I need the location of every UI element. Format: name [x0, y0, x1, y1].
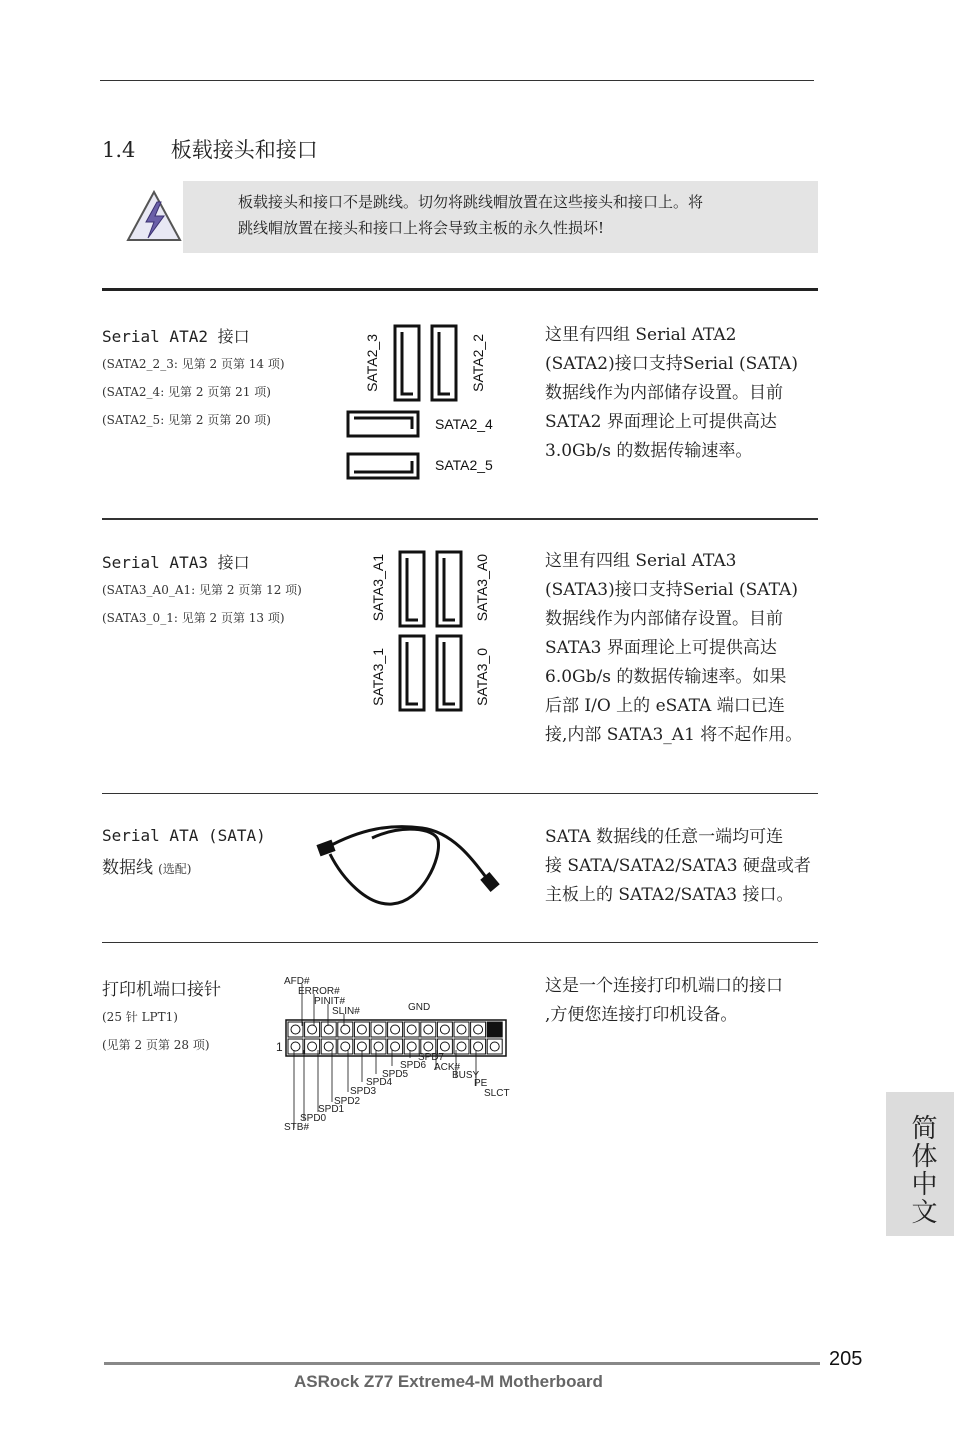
sata3-port-1-label: SATA3_1	[370, 648, 386, 706]
printer-desc-line: 这是一个连接打印机端口的接口	[545, 976, 783, 996]
sata3-title: Serial ATA3 接口	[102, 553, 250, 572]
page-number: 205	[829, 1348, 863, 1370]
sata2-port-3-label: SATA2_3	[364, 334, 380, 392]
lpt-pin	[424, 1042, 433, 1051]
sata3-port-a1-label: SATA3_A1	[370, 554, 386, 622]
lpt-pin	[457, 1042, 466, 1051]
lpt-label-pe: PE	[474, 1078, 488, 1089]
sata3-port-0-label: SATA3_0	[474, 648, 490, 706]
sata3-desc-line: (SATA3)接口支持Serial (SATA)	[545, 580, 798, 600]
lpt-pin	[474, 1025, 483, 1034]
lpt-pin-cell	[421, 1022, 436, 1037]
printer-pins: (25 针 LPT1)	[102, 1010, 178, 1024]
lpt-pin-cell	[388, 1022, 403, 1037]
lpt-pin-cell	[471, 1039, 486, 1054]
cable-desc-line: SATA 数据线的任意一端均可连	[545, 827, 784, 847]
sata2-ref-2: (SATA2_4: 见第 2 页第 21 项)	[102, 385, 271, 399]
warning-line-2: 跳线帽放置在接头和接口上将会导致主板的永久性损坏!	[238, 219, 605, 237]
sata3-port-a0-label: SATA3_A0	[474, 554, 490, 622]
sata2-port-5-label: SATA2_5	[435, 457, 493, 473]
lpt-label-spd5: SPD5	[382, 1069, 409, 1080]
cable-label-block	[102, 826, 266, 878]
lpt-pin-cell	[371, 1022, 386, 1037]
lpt-pin	[391, 1042, 400, 1051]
lpt-pin	[308, 1025, 317, 1034]
sata2-diagram	[340, 322, 520, 482]
sata3-description	[545, 547, 825, 750]
lpt-pin	[440, 1042, 449, 1051]
lpt-pin	[291, 1042, 300, 1051]
cable-optional: (选配)	[158, 862, 192, 876]
sata3-desc-line: 后部 I/O 上的 eSATA 端口已连	[545, 696, 785, 716]
divider-cable-printer	[102, 942, 818, 943]
lpt-pin-cell	[305, 1022, 320, 1037]
lpt-label-spd1: SPD1	[318, 1104, 345, 1115]
printer-description	[545, 972, 835, 1030]
lpt-pin-cell	[437, 1022, 452, 1037]
lpt-pin-cell	[354, 1022, 369, 1037]
divider-sata3-cable	[102, 793, 818, 794]
lpt-pin-cell	[288, 1022, 303, 1037]
lpt-pin	[291, 1025, 300, 1034]
lpt-pin	[341, 1042, 350, 1051]
sata3-desc-line: SATA3 界面理论上可提供高达	[545, 638, 777, 658]
lpt-pin-cell	[404, 1022, 419, 1037]
lpt-pin	[341, 1025, 350, 1034]
sata2-label-block	[102, 324, 285, 428]
lpt-pin-cell	[487, 1039, 502, 1054]
sata2-port-2-label: SATA2_2	[470, 334, 486, 392]
lpt-label-pinit: PINIT#	[314, 996, 346, 1007]
sata3-desc-line: 数据线作为内部储存设置。目前	[545, 609, 783, 629]
sata3-label-block	[102, 550, 302, 626]
sata2-desc-line: 数据线作为内部储存设置。目前	[545, 383, 783, 403]
lpt-pin	[308, 1042, 317, 1051]
footer-model: ASRock Z77 Extreme4-M Motherboard	[294, 1372, 603, 1391]
sata3-ref-1: (SATA3_A0_A1: 见第 2 页第 12 项)	[102, 583, 302, 597]
lpt-label-slct: SLCT	[484, 1088, 510, 1099]
sata3-desc-line: 6.0Gb/s 的数据传输速率。如果	[545, 667, 787, 687]
lpt-pin	[374, 1042, 383, 1051]
sata2-desc-line: (SATA2)接口支持Serial (SATA)	[545, 354, 798, 374]
lpt-pin-cell	[321, 1039, 336, 1054]
lpt-pin	[424, 1025, 433, 1034]
top-rule	[100, 80, 814, 81]
footer-rule	[104, 1362, 820, 1365]
lpt-pin-cell	[487, 1022, 502, 1037]
lpt-pin-cell	[454, 1022, 469, 1037]
sata2-port-4-label: SATA2_4	[435, 416, 493, 432]
language-tab	[886, 1092, 954, 1236]
sata-cable-image	[312, 818, 512, 914]
lpt-pin	[490, 1042, 499, 1051]
lpt-pin	[440, 1025, 449, 1034]
sata2-description	[545, 321, 825, 466]
lpt-pin-cell	[471, 1022, 486, 1037]
lpt-pin-cell	[371, 1039, 386, 1054]
lpt-pin-cell	[321, 1022, 336, 1037]
lpt-pin-cell	[305, 1039, 320, 1054]
sata3-desc-line: 这里有四组 Serial ATA3	[545, 551, 737, 571]
lpt-pin	[407, 1042, 416, 1051]
warning-icon	[124, 188, 184, 246]
lpt-pin	[391, 1025, 400, 1034]
sata2-desc-line: 3.0Gb/s 的数据传输速率。	[545, 441, 753, 461]
lpt-pin	[324, 1042, 333, 1051]
lpt-pin-cell	[338, 1022, 353, 1037]
lpt-label-ack: ACK#	[434, 1062, 461, 1073]
printer-title: 打印机端口接针	[102, 980, 221, 1000]
sata2-desc-line: 这里有四组 Serial ATA2	[545, 325, 737, 345]
lpt-pin	[357, 1025, 366, 1034]
cable-title-line-1: Serial ATA (SATA)	[102, 826, 266, 845]
warning-line-1: 板载接头和接口不是跳线。切勿将跳线帽放置在这些接头和接口上。将	[238, 193, 704, 211]
lpt-pin	[407, 1025, 416, 1034]
printer-desc-line: ,方便您连接打印机设备。	[545, 1005, 738, 1025]
section-divider-thick	[102, 288, 818, 291]
lpt-pin	[474, 1042, 483, 1051]
sata2-title: Serial ATA2 接口	[102, 327, 250, 346]
lpt-label-gnd: GND	[408, 1002, 431, 1013]
printer-label-block	[102, 975, 221, 1053]
sata3-desc-line: 接,内部 SATA3_A1 将不起作用。	[545, 725, 803, 745]
sata2-desc-line: SATA2 界面理论上可提供高达	[545, 412, 777, 432]
lpt-label-busy: BUSY	[452, 1070, 480, 1081]
section-title-text: 板载接头和接口	[170, 138, 318, 162]
sata2-ref-3: (SATA2_5: 见第 2 页第 20 项)	[102, 413, 271, 427]
divider-sata2-sata3	[102, 518, 818, 520]
cable-desc-line: 主板上的 SATA2/SATA3 接口。	[545, 885, 794, 905]
cable-desc-line: 接 SATA/SATA2/SATA3 硬盘或者	[545, 856, 811, 876]
lpt-pin1-marker: 1	[276, 1040, 283, 1054]
lpt-pin-cell	[288, 1039, 303, 1054]
lpt-pin	[374, 1025, 383, 1034]
lpt-label-slin: SLIN#	[332, 1006, 360, 1017]
lpt-label-spd7: SPD7	[418, 1052, 445, 1063]
sata3-diagram	[360, 548, 500, 714]
lpt-label-stb: STB#	[284, 1122, 310, 1133]
cable-title-line-2: 数据线	[102, 858, 153, 878]
lpt-pin	[357, 1042, 366, 1051]
warning-box	[183, 181, 818, 253]
lpt-pin-cell	[404, 1039, 419, 1054]
sata2-ref-1: (SATA2_2_3: 见第 2 页第 14 项)	[102, 357, 285, 371]
section-number: 1.4	[102, 138, 136, 162]
cable-description	[545, 823, 825, 910]
lpt-pin-cell	[338, 1039, 353, 1054]
printer-header-diagram	[270, 970, 520, 1135]
lpt-label-spd2: SPD2	[334, 1096, 361, 1107]
lpt-pin-cell	[388, 1039, 403, 1054]
printer-ref: (见第 2 页第 28 项)	[102, 1038, 210, 1052]
lpt-label-spd0: SPD0	[300, 1113, 327, 1124]
lpt-label-spd3: SPD3	[350, 1086, 377, 1097]
section-title	[102, 134, 318, 164]
lpt-label-spd4: SPD4	[366, 1077, 393, 1088]
sata3-ref-2: (SATA3_0_1: 见第 2 页第 13 项)	[102, 611, 285, 625]
lpt-pin	[457, 1025, 466, 1034]
lpt-label-error: ERROR#	[298, 986, 340, 997]
language-tab-label: 简体中文	[907, 1114, 937, 1226]
lpt-label-spd6: SPD6	[400, 1060, 427, 1071]
lpt-pin	[324, 1025, 333, 1034]
lpt-label-afd: AFD#	[284, 976, 310, 987]
